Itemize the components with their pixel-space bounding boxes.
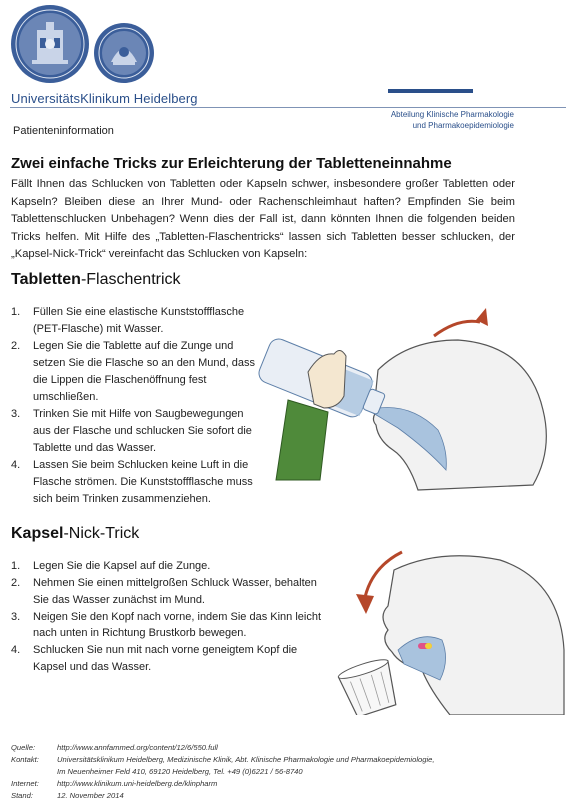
header-accent-bar	[388, 89, 473, 93]
header-divider	[10, 107, 566, 108]
footer-internet: Internet: http://www.klinikum.uni-heidelberg.de/klinpharm	[11, 778, 551, 790]
list-item: 2. Legen Sie die Tablette auf die Zunge und setzen Sie die Flasche so an den Mund, dass die Lippen die Flaschenöffnung fest umschließen.	[11, 340, 255, 403]
drinking-cup	[337, 656, 402, 715]
source-link[interactable]: http://www.annfammed.org/content/12/6/550.full	[57, 743, 218, 752]
arrow-head	[356, 594, 374, 614]
footer-info	[11, 742, 551, 802]
head-silhouette	[383, 556, 564, 715]
footer-status: Stand: 12. November 2014	[11, 791, 124, 800]
page-title: Zwei einfache Tricks zur Erleichterung der Tabletteneinnahme	[11, 155, 452, 172]
tilt-back-arrow	[434, 321, 480, 336]
klinikum-seal-logo	[93, 22, 155, 84]
bottle-trick-illustration	[258, 300, 558, 500]
website-link[interactable]: http://www.klinikum.uni-heidelberg.de/klinpharm	[57, 779, 218, 788]
list-item: 3. Trinken Sie mit Hilfe von Saugbewegungen aus der Flasche und schlucken Sie sofort die Tablette und das Wasser.	[11, 408, 252, 454]
green-sleeve	[276, 400, 328, 480]
list-item: 1. Füllen Sie eine elastische Kunststoffflasche (PET-Flasche) mit Wasser.	[11, 306, 245, 335]
list-item: 4. Schlucken Sie nun mit nach vorne geneigtem Kopf die Kapsel und das Wasser.	[11, 644, 298, 673]
arrow-head	[476, 308, 488, 326]
list-item: 4. Lassen Sie beim Schlucken keine Luft in die Flasche strömen. Die Kunststoffflasche muss sich beim Trinken zusammenziehen.	[11, 459, 253, 505]
intro-paragraph: Fällt Ihnen das Schlucken von Tabletten oder Kapseln schwer, insbesondere großer Tabletten oder Kapseln? Bleiben diese an Ihrer Mund- oder Rachenschleimhaut haften? Empfinden Sie beim Tablettenschlucken Unbehagen? Wenn dies der Fall ist, dann könnten Ihnen die folgenden beiden Tricks helfen. Mit Hilfe des „Tabletten-Flaschentricks“ lassen sich Tabletten besser schlucken, der „Kapsel-Nick-Trick“ vereinfacht das Schlucken von Kapseln:	[11, 178, 515, 260]
university-seal-logo	[10, 4, 90, 84]
flaschentrick-steps	[11, 304, 261, 508]
list-item: 1. Legen Sie die Kapsel auf die Zunge.	[11, 560, 211, 572]
institution-name: UniversitätsKlinikum Heidelberg	[11, 91, 198, 106]
capsule-nod-illustration	[330, 540, 566, 715]
section-title-nick-trick: Kapsel-Nick-Trick	[11, 525, 140, 542]
list-item: 2. Nehmen Sie einen mittelgroßen Schluck Wasser, behalten Sie das Wasser zunächst im Mund.	[11, 577, 317, 606]
section-title-flaschentrick: Tabletten-Flaschentrick	[11, 271, 181, 288]
nick-trick-steps	[11, 558, 331, 676]
footer-source: Quelle: http://www.annfammed.org/content/12/6/550.full	[11, 742, 551, 754]
list-item: 3. Neigen Sie den Kopf nach vorne, indem Sie das Kinn leicht nach unten in Richtung Brustkorb bewegen.	[11, 610, 322, 639]
document-type-label: Patienteninformation	[13, 125, 114, 137]
footer-contact: Kontakt: Universitätsklinikum Heidelberg, Medizinische Klinik, Abt. Klinische Pharmakologie und Pharmakoepidemiologie, Im Neuenheimer Feld 410, 69120 Heidelberg, Tel. +49 (0)6221 / 56-8740	[11, 755, 435, 776]
department-name: Abteilung Klinische Pharmakologie und Pharmakoepidemiologie	[390, 110, 514, 130]
